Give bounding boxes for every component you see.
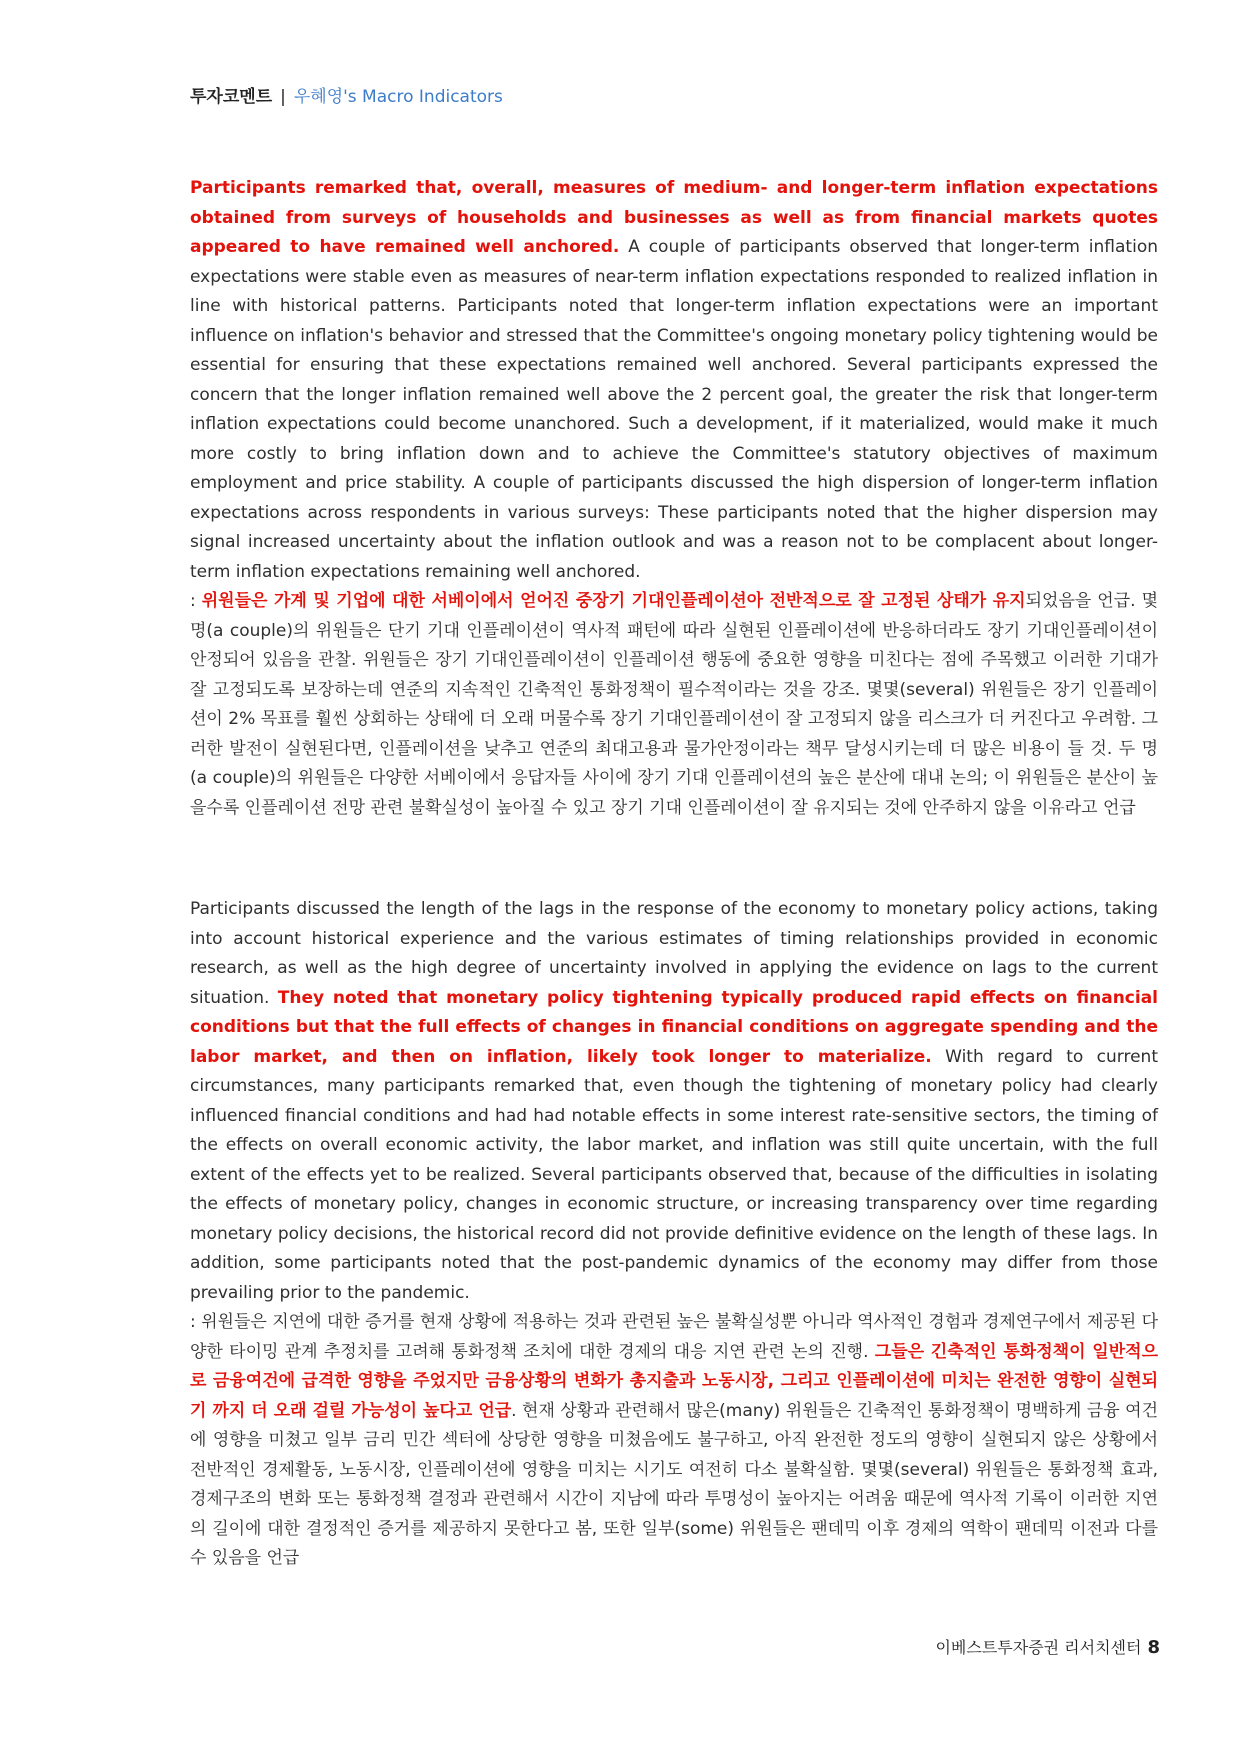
- footer-org: 이베스트투자증권 리서치센터: [935, 1638, 1142, 1657]
- header-separator: |: [280, 87, 286, 107]
- english-highlight: Participants remarked that, overall, measures of medium- and longer-term inflation expectations obtained from surveys of households and businesses as well as from financial markets quotes appeared to have remained well anchored.: [190, 178, 1158, 257]
- korean-highlight: 그들은 긴축적인 통화정책이 일반적으로 금융여건에 급격한 영향을 주었지만 금융상황의 변화가 총지출과 노동시장, 그리고 인플레이션에 미치는 완전한 영향이 실현되기 까지 더 오래 걸릴 가능성이 높다고 언급: [190, 1341, 1158, 1421]
- header-subtitle: 우혜영's Macro Indicators: [293, 87, 503, 107]
- page-footer: [935, 1637, 1160, 1659]
- page-number: 8: [1147, 1637, 1160, 1658]
- english-highlight: They noted that monetary policy tightening typically produced rapid effects on financial conditions but that the full effects of changes in financial conditions on aggregate spending and the labor market, and then on inflation, likely took longer to materialize.: [190, 987, 1159, 1067]
- english-paragraph: [190, 895, 1158, 1308]
- page-header: [190, 86, 503, 108]
- header-label: 투자코멘트: [190, 87, 273, 107]
- korean-paragraph: [190, 1308, 1158, 1574]
- korean-highlight: 위원들은 가계 및 기업에 대한 서베이에서 얻어진 중장기 기대인플레이션아 전반적으로 잘 고정된 상태가 유지: [201, 591, 1026, 611]
- korean-lead: : 위원들은 지연에 대한 증거를 현재 상황에 적용하는 것과 관련된 높은 불확실성뿐 아니라 역사적인 경험과 경제연구에서 제공된 다양한 타이밍 관계 추정치를 고려해 통화정책 조치에 대한 경제의 대응 지연 관련 논의 진행.: [190, 1312, 1158, 1362]
- korean-paragraph: [190, 587, 1158, 823]
- korean-prefix: :: [190, 591, 202, 611]
- korean-body: . 현재 상황과 관련해서 많은(many) 위원들은 긴축적인 통화정책이 명백하게 금융 여건에 영향을 미쳤고 일부 금리 민간 섹터에 상당한 영향을 미쳤음에도 불구하고, 아직 완전한 정도의 영향이 실현되지 않은 상황에서 전반적인 경제활동, 노동시장, 인플레이션에 영향을 미치는 시기도 여전히 다소 불확실함. 몇몇(several) 위원들은 통화정책 효과, 경제구조의 변화 또는 통화정책 결정과 관련해서 시간이 지남에 따라 투명성이 높아지는 어려움 때문에 역사적 기록이 이러한 지연의 길이에 대한 결정적인 증거를 제공하지 못한다고 봄, 또한 일부(some) 위원들은 팬데믹 이후 경제의 역학이 팬데믹 이전과 다를 수 있음을 언급: [190, 1400, 1158, 1568]
- english-lead: Participants discussed the length of the lags in the response of the economy to monetary policy actions, taking into account historical experience and the various estimates of timing relationships provided in economic research, as well as the high degree of uncertainty involved in applying the evidence on lags to the current situation.: [190, 899, 1158, 1008]
- korean-body: 되었음을 언급. 몇명(a couple)의 위원들은 단기 기대 인플레이션이 역사적 패턴에 따라 실현된 인플레이션에 반응하더라도 장기 기대인플레이션이 안정되어 있음을 관찰. 위원들은 장기 기대인플레이션이 인플레이션 행동에 중요한 영향을 미친다는 점에 주목했고 이러한 기대가 잘 고정되도록 보장하는데 연준의 지속적인 긴축적인 통화정책이 필수적이라는 것을 강조. 몇몇(several) 위원들은 장기 인플레이션이 2% 목표를 훨씬 상회하는 상태에 더 오래 머물수록 장기 기대인플레이션이 잘 고정되지 않을 리스크가 더 커진다고 우려함. 그러한 발전이 실현된다면, 인플레이션을 낮추고 연준의 최대고용과 물가안정이라는 책무 달성시키는데 더 많은 비용이 들 것. 두 명(a couple)의 위원들은 다양한 서베이에서 응답자들 사이에 장기 기대 인플레이션의 높은 분산에 대내 논의; 이 위원들은 분산이 높을수록 인플레이션 전망 관련 불확실성이 높아질 수 있고 장기 기대 인플레이션이 잘 유지되는 것에 안주하지 않을 이유라고 언급: [190, 591, 1158, 818]
- section-policy-lags: [190, 895, 1158, 1574]
- section-inflation-expectations: [190, 174, 1158, 823]
- english-body: With regard to current circumstances, many participants remarked that, even though the tightening of monetary policy had clearly influenced financial conditions and had had notable effects in some interest rate-sensitive sectors, the timing of the effects on overall economic activity, the labor market, and inflation was still quite uncertain, with the full extent of the effects yet to be realized. Several participants observed that, because of the difficulties in isolating the effects of monetary policy, changes in economic structure, or increasing transparency over time regarding monetary policy decisions, the historical record did not provide definitive evidence on the length of these lags. In addition, some participants noted that the post-pandemic dynamics of the economy may differ from those prevailing prior to the pandemic.: [190, 1046, 1158, 1303]
- english-paragraph: [190, 174, 1158, 587]
- english-body: A couple of participants observed that longer-term inflation expectations were stable even as measures of near-term inflation expectations responded to realized inflation in line with historical patterns. Participants noted that longer-term inflation expectations were an important influence on inflation's behavior and stressed that the Committee's ongoing monetary policy tightening would be essential for ensuring that these expectations remained well anchored. Several participants expressed the concern that the longer inflation remained well above the 2 percent goal, the greater the risk that longer-term inflation expectations could become unanchored. Such a development, if it materialized, would make it much more costly to bring inflation down and to achieve the Committee's statutory objectives of maximum employment and price stability. A couple of participants discussed the high dispersion of longer-term inflation expectations across respondents in various surveys: These participants noted that the higher dispersion may signal increased uncertainty about the inflation outlook and was a reason not to be complacent about longer-term inflation expectations remaining well anchored.: [190, 237, 1158, 582]
